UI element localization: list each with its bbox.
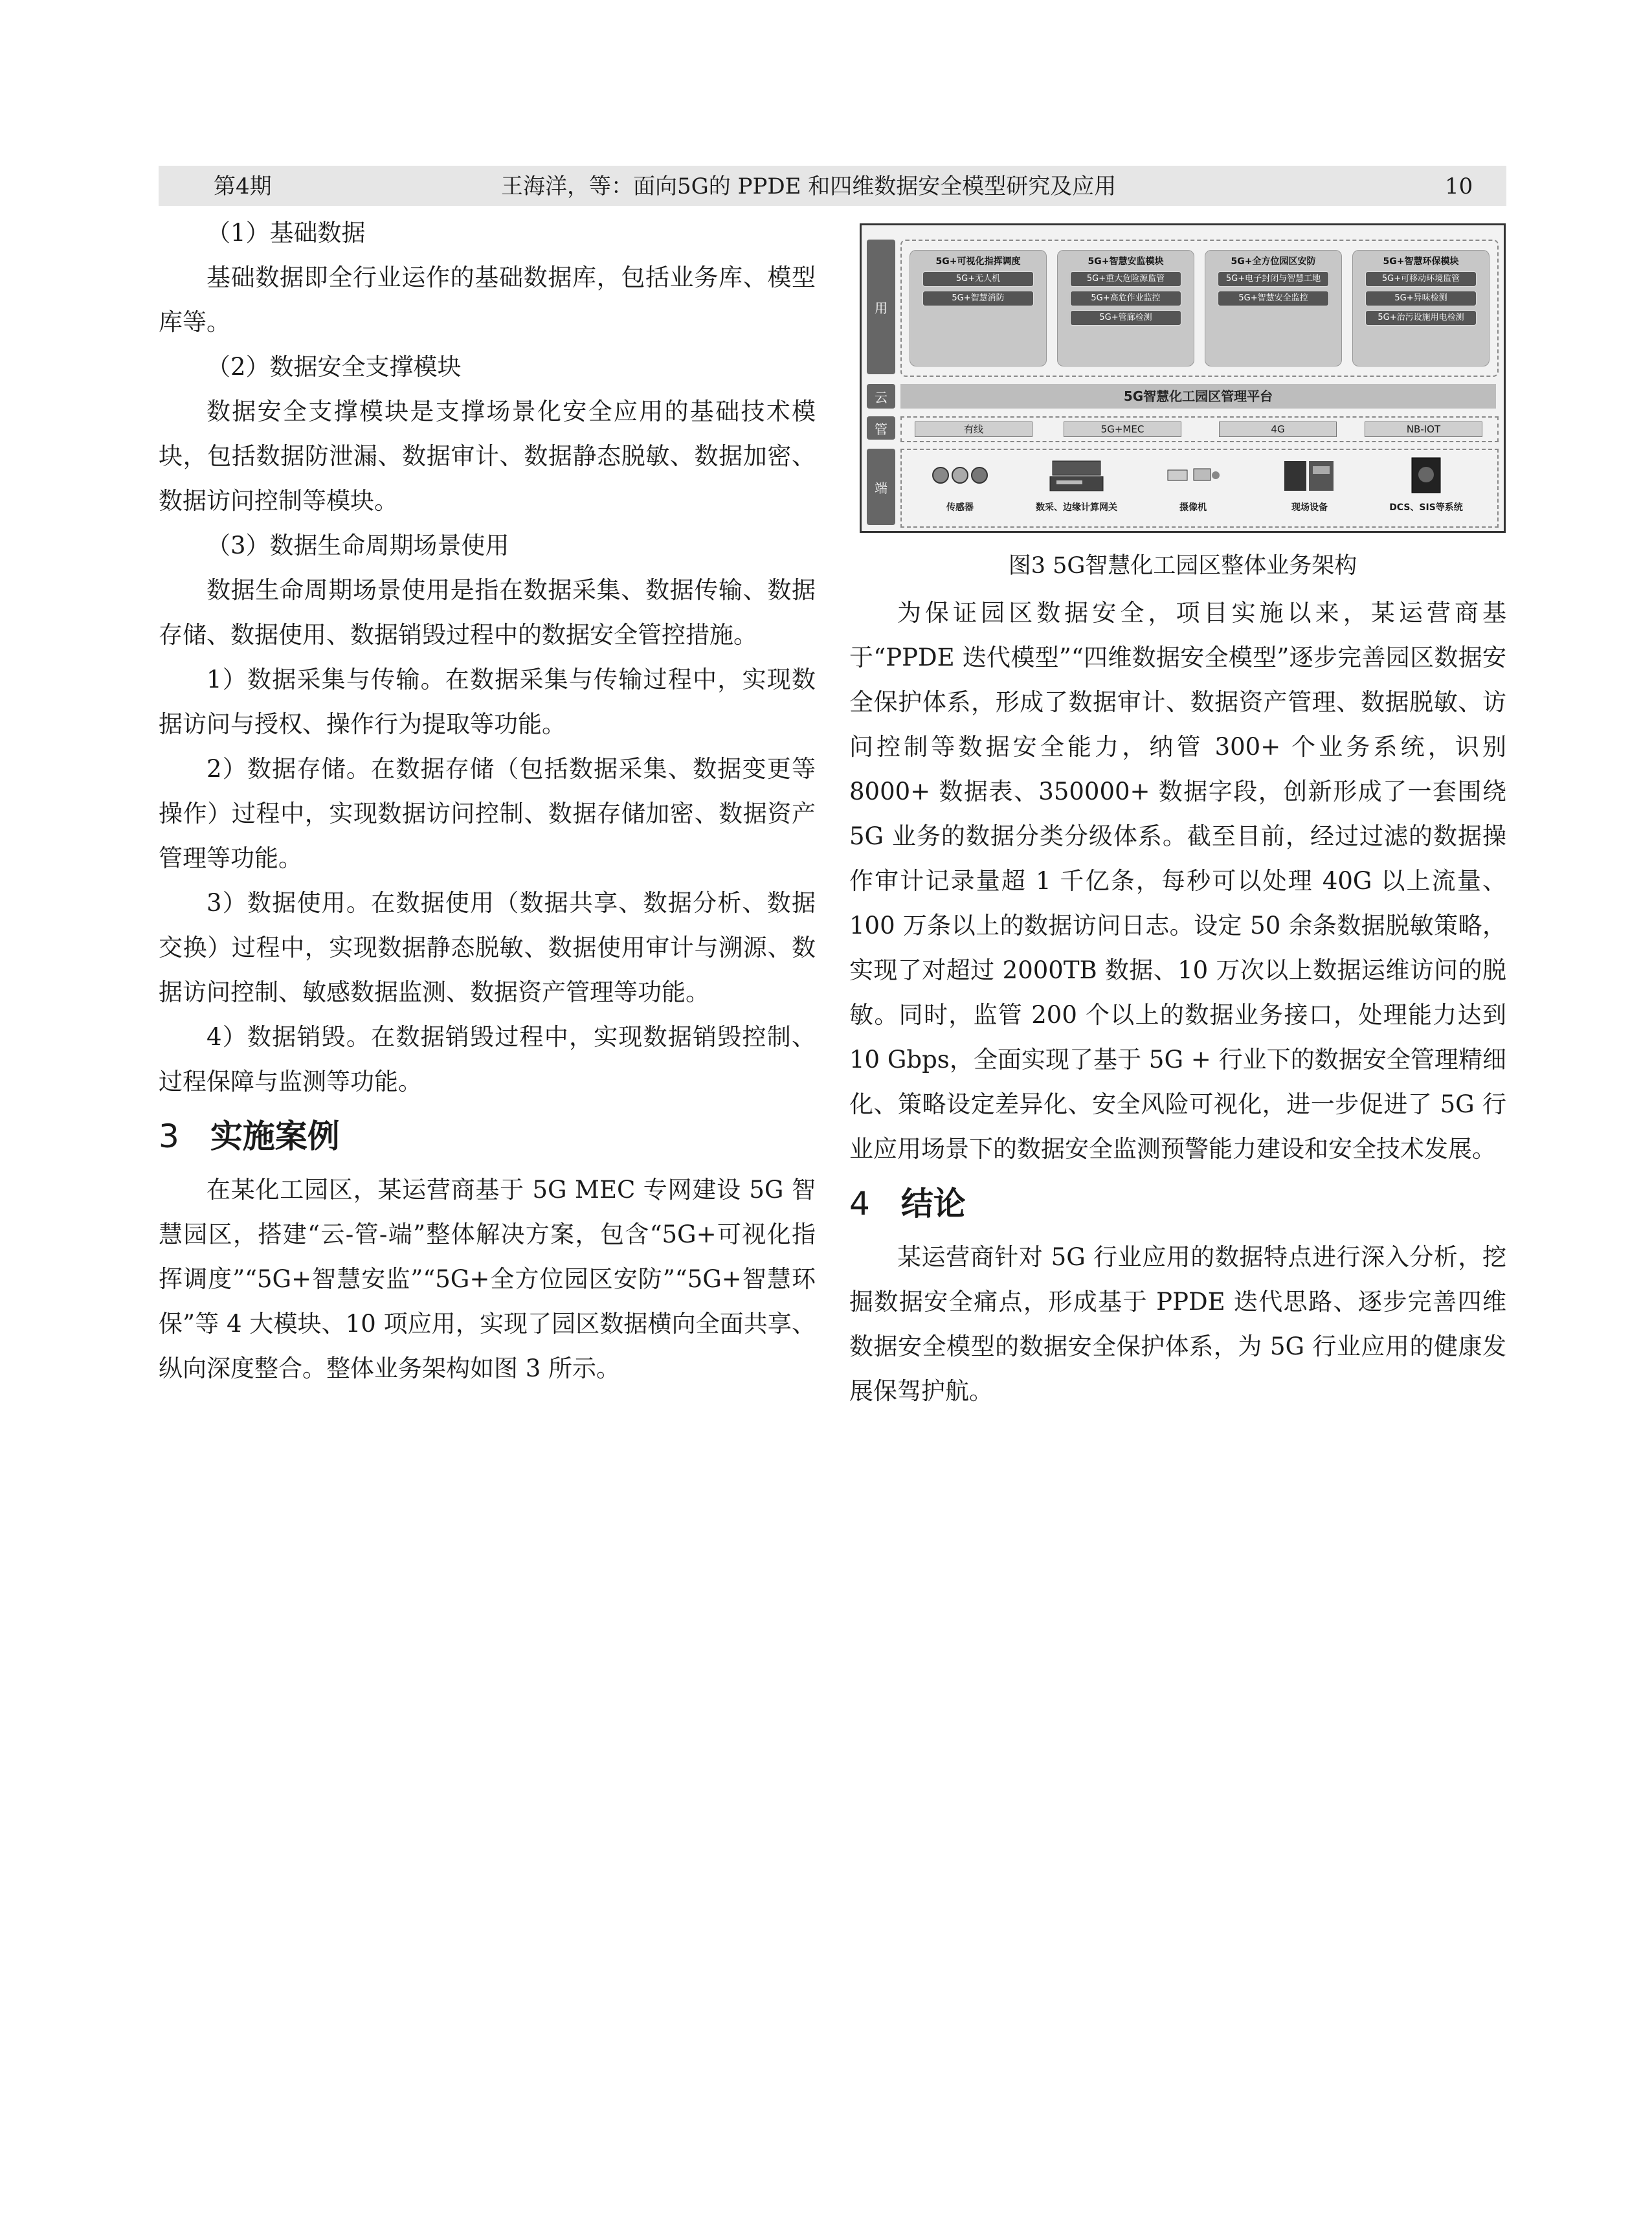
- paragraph: 3）数据使用。在数据使用（数据共享、数据分析、数据交换）过程中，实现数据静态脱敏、数据使用审计与溯源、数据访问控制、敏感数据监测、数据资产管理等功能。: [159, 889, 816, 1006]
- module-item: 5G+重大危险源监管: [1070, 271, 1181, 287]
- device-gateway: [1018, 455, 1135, 513]
- lane-label-end: 端: [867, 449, 895, 525]
- device-label: 摄像机: [1179, 502, 1207, 513]
- device-label: 传感器: [946, 502, 974, 513]
- paragraph: 4）数据销毁。在数据销毁过程中，实现数据销毁控制、过程保障与监测等功能。: [159, 1023, 816, 1096]
- figure-caption: 图3 5G智慧化工园区整体业务架构: [1008, 553, 1357, 579]
- network-layer: [900, 416, 1499, 442]
- device-label: 数采、边缘计算网关: [1036, 502, 1117, 513]
- page-number: 10: [1445, 174, 1473, 199]
- device-sensor: [902, 455, 1018, 513]
- section-title: 结论: [900, 1185, 966, 1222]
- issue-number: 第4期: [214, 174, 272, 199]
- paragraph: 基础数据即全行业运作的基础数据库，包括业务库、模型库等。: [159, 264, 816, 336]
- lane-label-pipe: 管: [867, 416, 895, 440]
- paragraph: 1）数据采集与传输。在数据采集与传输过程中，实现数据访问与授权、操作行为提取等功能。: [159, 666, 816, 738]
- section-title: 实施案例: [210, 1118, 340, 1155]
- application-layer: [900, 240, 1499, 377]
- platform-bar: 5G智慧化工园区管理平台: [900, 384, 1496, 409]
- device-camera: [1135, 455, 1251, 513]
- architecture-figure: [860, 223, 1506, 533]
- network-item: 5G+MEC: [1064, 422, 1181, 437]
- section-number: 4: [849, 1185, 870, 1222]
- module-box: [1205, 250, 1342, 366]
- module-item: 5G+异味检测: [1365, 291, 1477, 306]
- paragraph: 某运营商针对 5G 行业应用的数据特点进行深入分析，挖掘数据安全痛点，形成基于 PPDE 迭代思路、逐步完善四维数据安全模型的数据安全保护体系，为 5G 行业应用的健康发展保驾护航。: [849, 1243, 1506, 1405]
- module-item: 5G+高危作业监控: [1070, 291, 1181, 306]
- right-column: [849, 590, 1506, 1413]
- section-heading-3: [159, 1117, 816, 1156]
- lane-label-app: 用: [867, 240, 895, 374]
- terminal-layer: [900, 449, 1499, 528]
- lane-label-cloud: 云: [867, 384, 895, 409]
- paragraph: 数据生命周期场景使用是指在数据采集、数据传输、数据存储、数据使用、数据销毁过程中的数据安全管控措施。: [159, 576, 816, 649]
- field-equipment-icon: [1251, 455, 1368, 495]
- network-item: 有线: [915, 422, 1032, 437]
- device-label: DCS、SIS等系统: [1389, 502, 1463, 513]
- paragraph: 2）数据存储。在数据存储（包括数据采集、数据变更等操作）过程中，实现数据访问控制、数据存储加密、数据资产管理等功能。: [159, 755, 816, 872]
- module-item: 5G+智慧消防: [922, 291, 1034, 306]
- module-box: [1057, 250, 1194, 366]
- paragraph: 数据安全支撑模块是支撑场景化安全应用的基础技术模块，包括数据防泄漏、数据审计、数据静态脱敏、数据加密、数据访问控制等模块。: [159, 398, 816, 515]
- module-item: 5G+无人机: [922, 271, 1034, 287]
- device-field: [1251, 455, 1368, 513]
- module-title: 5G+智慧环保模块: [1383, 256, 1459, 267]
- module-item: 5G+智慧安全监控: [1218, 291, 1329, 306]
- gateway-icon: [1018, 455, 1135, 495]
- left-column: [159, 210, 816, 1391]
- module-box: [1352, 250, 1490, 366]
- module-item: 5G+治污设施用电检测: [1365, 310, 1477, 326]
- module-item: 5G+管廊检测: [1070, 310, 1181, 326]
- dcs-cabinet-icon: [1368, 455, 1484, 495]
- camera-icon: [1135, 455, 1251, 495]
- section-number: 3: [159, 1118, 179, 1155]
- paragraph: 在某化工园区，某运营商基于 5G MEC 专网建设 5G 智慧园区，搭建“云-管-端”整体解决方案，包含“5G+可视化指挥调度”“5G+智慧安监”“5G+全方位园区安防”“5G+智慧环保”等 4 大模块、10 项应用，实现了园区数据横向全面共享、纵向深度整合。整体业务架构如图 3 所示。: [159, 1176, 816, 1382]
- device-label: 现场设备: [1291, 502, 1328, 513]
- network-item: NB-IOT: [1365, 422, 1482, 437]
- paragraph: 为保证园区数据安全，项目实施以来，某运营商基于“PPDE 迭代模型”“四维数据安全模型”逐步完善园区数据安全保护体系，形成了数据审计、数据资产管理、数据脱敏、访问控制等数据安全能力，纳管 300+ 个业务系统，识别 8000+ 数据表、350000+ 数据字段，创新形成了一套围绕 5G 业务的数据分类分级体系。截至目前，经过过滤的数据操作审计记录量超 1 千亿条，每秒可以处理 40G 以上流量、100 万条以上的数据访问日志。设定 50 余条数据脱敏策略，实现了对超过 2000TB 数据、10 万次以上数据运维访问的脱敏。同时，监管 200 个以上的数据业务接口，处理能力达到 10 Gbps，全面实现了基于 5G + 行业下的数据安全管理精细化、策略设定差异化、安全风险可视化，进一步促进了 5G 行业应用场景下的数据安全监测预警能力建设和安全技术发展。: [849, 599, 1506, 1163]
- sensor-icon: [902, 455, 1018, 495]
- subheading: （1）基础数据: [206, 219, 366, 247]
- running-title: 王海洋，等：面向5G的 PPDE 和四维数据安全模型研究及应用: [501, 174, 1117, 199]
- module-item: 5G+可移动环境监管: [1365, 271, 1477, 287]
- module-title: 5G+全方位园区安防: [1231, 256, 1316, 267]
- network-item: 4G: [1219, 422, 1337, 437]
- subheading: （3）数据生命周期场景使用: [206, 532, 509, 559]
- device-dcs: [1368, 455, 1484, 513]
- subheading: （2）数据安全支撑模块: [206, 353, 462, 381]
- module-box: [910, 250, 1047, 366]
- module-item: 5G+电子封闭与智慧工地: [1218, 271, 1329, 287]
- module-title: 5G+可视化指挥调度: [935, 256, 1021, 267]
- section-heading-4: [849, 1184, 1506, 1223]
- module-title: 5G+智慧安监模块: [1088, 256, 1164, 267]
